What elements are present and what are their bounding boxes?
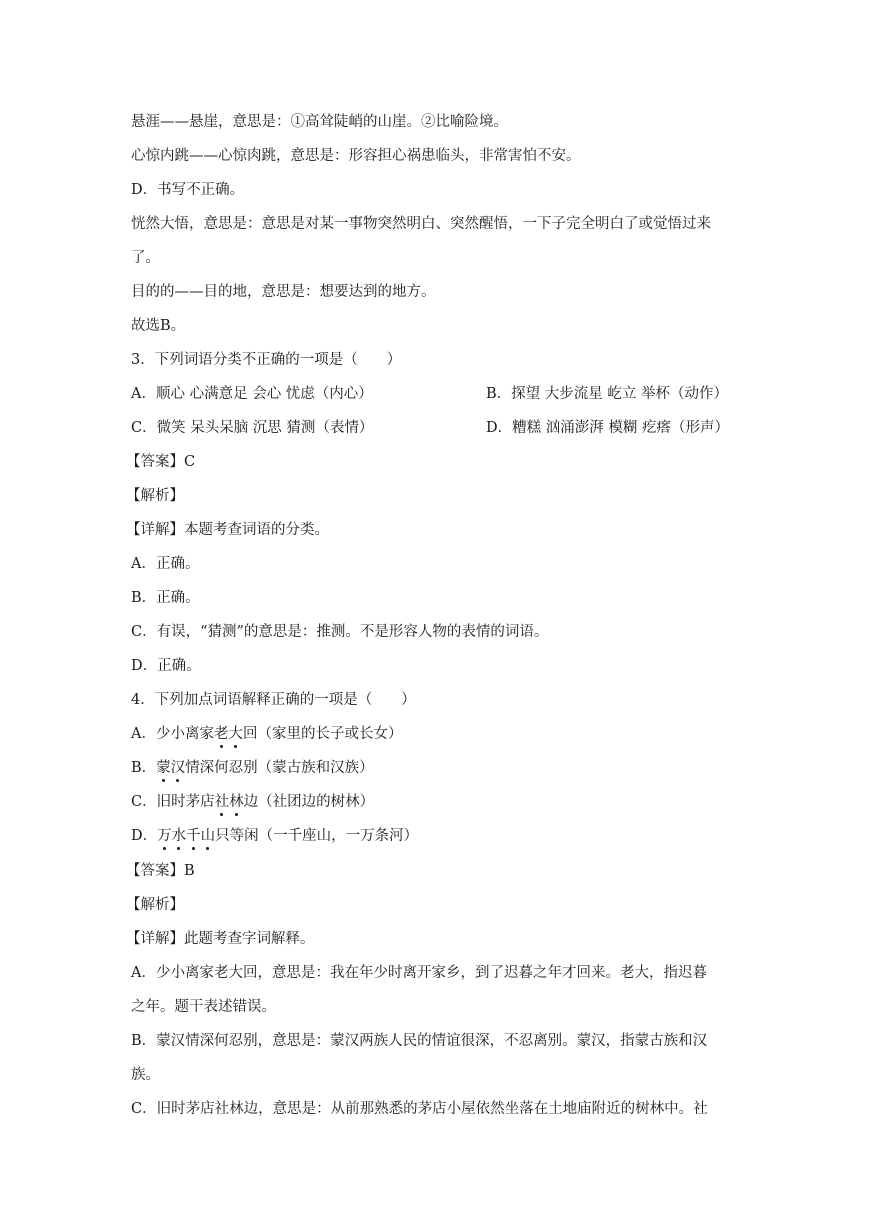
option-text: 只等闲（一千座山，一万条河）: [215, 828, 419, 844]
explanation-line: 族。: [131, 1067, 160, 1083]
option-text: 边（社团边的树林）: [243, 794, 375, 810]
dotted-word: [156, 760, 185, 776]
question-3-option-b: B．探望 大步流星 屹立 举杯（动作）: [486, 386, 728, 402]
explanation-line: A．正确。: [131, 556, 200, 572]
analysis-label: 【解析】: [126, 897, 184, 913]
text-line: 目的的——目的地，意思是：想要达到的地方。: [131, 284, 436, 300]
question-4-option-c: [131, 793, 374, 811]
option-text: A．少小离家: [131, 726, 214, 742]
question-3-option-a: A．顺心 心满意足 会心 忧虑（内心）: [131, 386, 373, 402]
emphasis-dot-char: 社: [214, 794, 230, 810]
question-4-option-a: [131, 725, 402, 743]
dotted-word: [157, 828, 215, 844]
emphasis-dot-char: 林: [229, 794, 244, 810]
question-4-option-d: [131, 827, 418, 845]
option-text: C．旧时茅店: [131, 794, 215, 810]
question-3-option-c: C．微笑 呆头呆脑 沉思 猜测（表情）: [131, 420, 374, 436]
emphasis-dot-char: 汉: [170, 760, 186, 776]
emphasis-dot-char: 蒙: [156, 760, 171, 776]
answer-label: 【答案】B: [126, 863, 195, 879]
text-line: 悬涯——悬崖，意思是：①高耸陡峭的山崖。②比喻险境。: [131, 114, 508, 130]
emphasis-dot-char: 千: [186, 828, 201, 844]
text-line: 恍然大悟，意思是：意思是对某一事物突然明白、突然醒悟，一下子完全明白了或觉悟过来: [131, 216, 711, 232]
answer-label: 【答案】C: [126, 454, 196, 470]
detail-label: 【详解】此题考查字词解释。: [126, 931, 315, 947]
option-text: D．: [131, 828, 158, 844]
question-3-stem: 3．下列词语分类不正确的一项是（ ）: [131, 352, 402, 368]
emphasis-dot-char: 水: [171, 828, 187, 844]
text-line: D．书写不正确。: [131, 182, 245, 198]
text-line: 心惊内跳——心惊肉跳，意思是：形容担心祸患临头，非常害怕不安。: [131, 148, 581, 164]
emphasis-dot-char: 山: [200, 828, 216, 844]
explanation-line: C．有误，“猜测”的意思是：推测。不是形容人物的表情的词语。: [131, 624, 549, 640]
text-line: 了。: [131, 250, 160, 266]
emphasis-dot-char: 老: [213, 726, 229, 742]
explanation-line: D．正确。: [131, 658, 201, 674]
question-4-stem: 4．下列加点词语解释正确的一项是（ ）: [131, 692, 416, 708]
explanation-line: B．蒙汉情深何忍别，意思是：蒙汉两族人民的情谊很深，不忍离别。蒙汉，指蒙古族和汉: [131, 1033, 708, 1049]
explanation-line: A．少小离家老大回，意思是：我在年少时离开家乡，到了迟暮之年才回来。老大，指迟暮: [131, 965, 707, 981]
emphasis-dot-char: 大: [228, 726, 243, 742]
explanation-line: B．正确。: [131, 590, 200, 606]
text-line: 故选B。: [131, 318, 186, 334]
option-text: 回（家里的长子或长女）: [242, 726, 403, 742]
analysis-label: 【解析】: [126, 488, 184, 504]
option-text: B．: [131, 760, 157, 776]
option-text: 情深何忍别（蒙古族和汉族）: [185, 760, 374, 776]
explanation-line: 之年。题干表述错误。: [131, 999, 276, 1015]
question-4-option-b: [131, 759, 374, 777]
detail-label: 【详解】本题考查词语的分类。: [126, 522, 329, 538]
dotted-word: [215, 794, 244, 810]
emphasis-dot-char: 万: [157, 828, 172, 844]
dotted-word: [214, 726, 243, 742]
explanation-line: C．旧时茅店社林边，意思是：从前那熟悉的茅店小屋依然坐落在土地庙附近的树林中。社: [131, 1101, 708, 1117]
question-3-option-d: D．糟糕 汹涌澎湃 模糊 疙瘩（形声）: [486, 420, 729, 436]
